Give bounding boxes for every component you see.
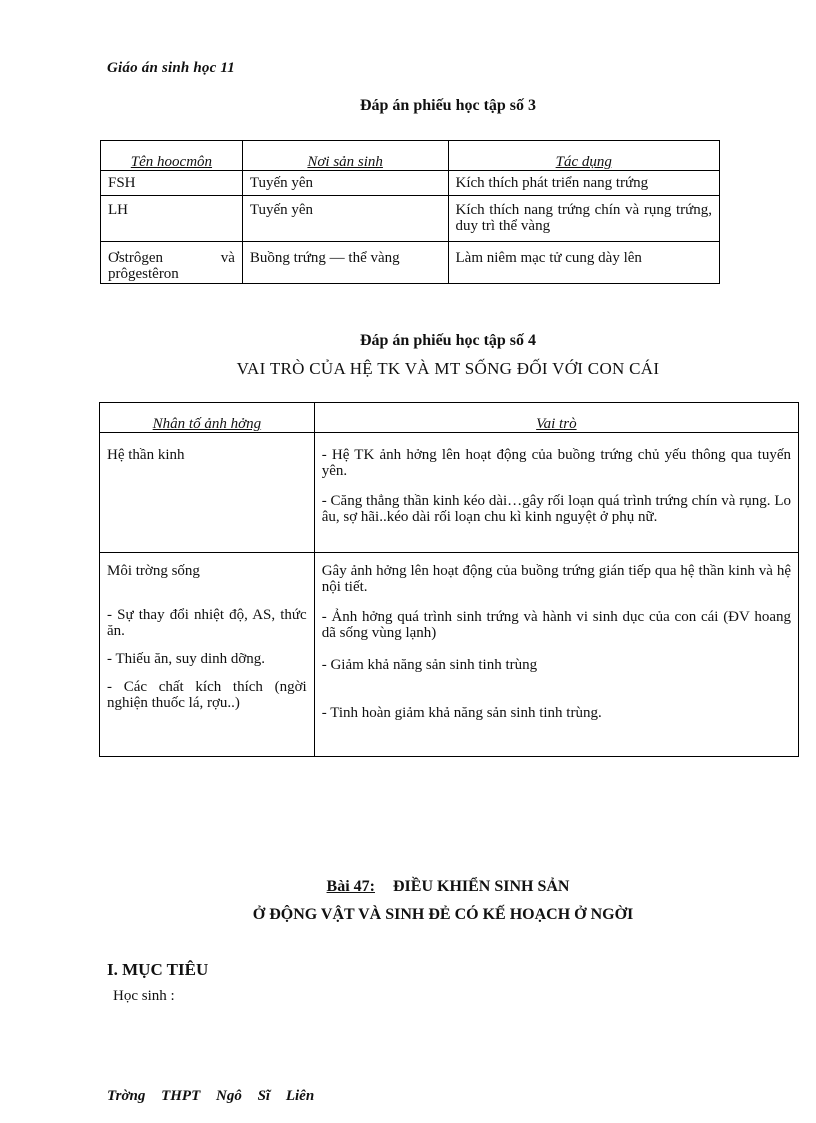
role-text: - Ảnh hởng quá trình sinh trứng và hành vi sinh dục của con cái (ĐV hoang dã sống vùng lạnh)	[321, 609, 791, 641]
lesson-title-line1	[0, 878, 816, 896]
role-text: Gây ảnh hởng lên hoạt động của buồng trứng gián tiếp qua hệ thần kinh và hệ nội tiết.	[321, 563, 791, 595]
table-header-row	[101, 141, 720, 171]
hormone-table	[100, 140, 720, 284]
table-header-row	[100, 403, 799, 433]
column-header: Nơi sản sinh	[242, 141, 448, 171]
column-header: Nhân tố ảnh hởng	[100, 403, 315, 433]
role-text: - Căng thẳng thần kinh kéo dài…gây rối loạn quá trình trứng chín và rụng. Lo âu, sợ hãi..kéo dài rối loạn chu kì kinh nguyệt ở phụ nữ.	[321, 493, 791, 525]
role-text: - Hệ TK ảnh hởng lên hoạt động của buồng trứng chủ yếu thông qua tuyến yên.	[321, 447, 791, 479]
table-row	[100, 553, 799, 757]
hormone-source: Buồng trứng — thể vàng	[242, 242, 448, 284]
column-header: Tác dụng	[448, 141, 720, 171]
document-footer: Trờng THPT Ngô Sĩ Liên	[107, 1088, 315, 1104]
hormone-source: Tuyến yên	[242, 196, 448, 242]
lesson-number: Bài 47:	[326, 878, 375, 895]
table-row	[101, 196, 720, 242]
hormone-name: FSH	[101, 171, 243, 196]
hormone-source: Tuyến yên	[242, 171, 448, 196]
column-header: Tên hoocmôn	[101, 141, 243, 171]
hormone-effect: Làm niêm mạc tử cung dày lên	[448, 242, 720, 284]
students-label: Học sinh :	[113, 988, 175, 1004]
role-text: - Giảm khả năng sản sinh tinh trùng	[321, 657, 538, 673]
hormone-effect: Kích thích phát triển nang trứng	[448, 171, 720, 196]
role-text: - Tinh hoàn giảm khả năng sản sinh tinh trùng.	[321, 705, 602, 721]
table-row	[101, 171, 720, 196]
role-cell	[314, 553, 798, 757]
factor-text: - Thiếu ăn, suy dinh dỡng.	[107, 651, 266, 667]
factor-text: - Sự thay đổi nhiệt độ, AS, thức ăn.	[107, 607, 307, 639]
hormone-name: LH	[101, 196, 243, 242]
role-cell	[314, 433, 798, 553]
answer-sheet-4-subtitle: VAI TRÒ CỦA HỆ TK VÀ MT SỐNG ĐỐI VỚI CON CÁI	[236, 359, 660, 378]
table-row	[100, 433, 799, 553]
lesson-title-line2: Ở ĐỘNG VẬT VÀ SINH ĐẺ CÓ KẾ HOẠCH Ở NGỜI	[252, 906, 634, 923]
answer-sheet-3-title: Đáp án phiếu học tập số 3	[359, 97, 537, 114]
factor-text: - Các chất kích thích (ngời nghiện thuốc lá, rợu..)	[107, 679, 307, 711]
column-header: Vai trò	[314, 403, 798, 433]
factor-environment	[100, 553, 315, 757]
hormone-name: Ơstrôgen và prôgestêron	[101, 242, 243, 284]
answer-sheet-4-title: Đáp án phiếu học tập số 4	[359, 332, 537, 349]
factor-text: Môi trờng sống	[107, 563, 200, 579]
factor-table	[99, 402, 799, 757]
section-heading: I. MỤC TIÊU	[107, 960, 209, 979]
lesson-title: ĐIỀU KHIỂN SINH SẢN	[392, 878, 570, 895]
document-header: Giáo án sinh học 11	[107, 60, 236, 76]
factor-nervous-system: Hệ thần kinh	[100, 433, 315, 553]
table-row	[101, 242, 720, 284]
hormone-effect: Kích thích nang trứng chín và rụng trứng, duy trì thể vàng	[448, 196, 720, 242]
